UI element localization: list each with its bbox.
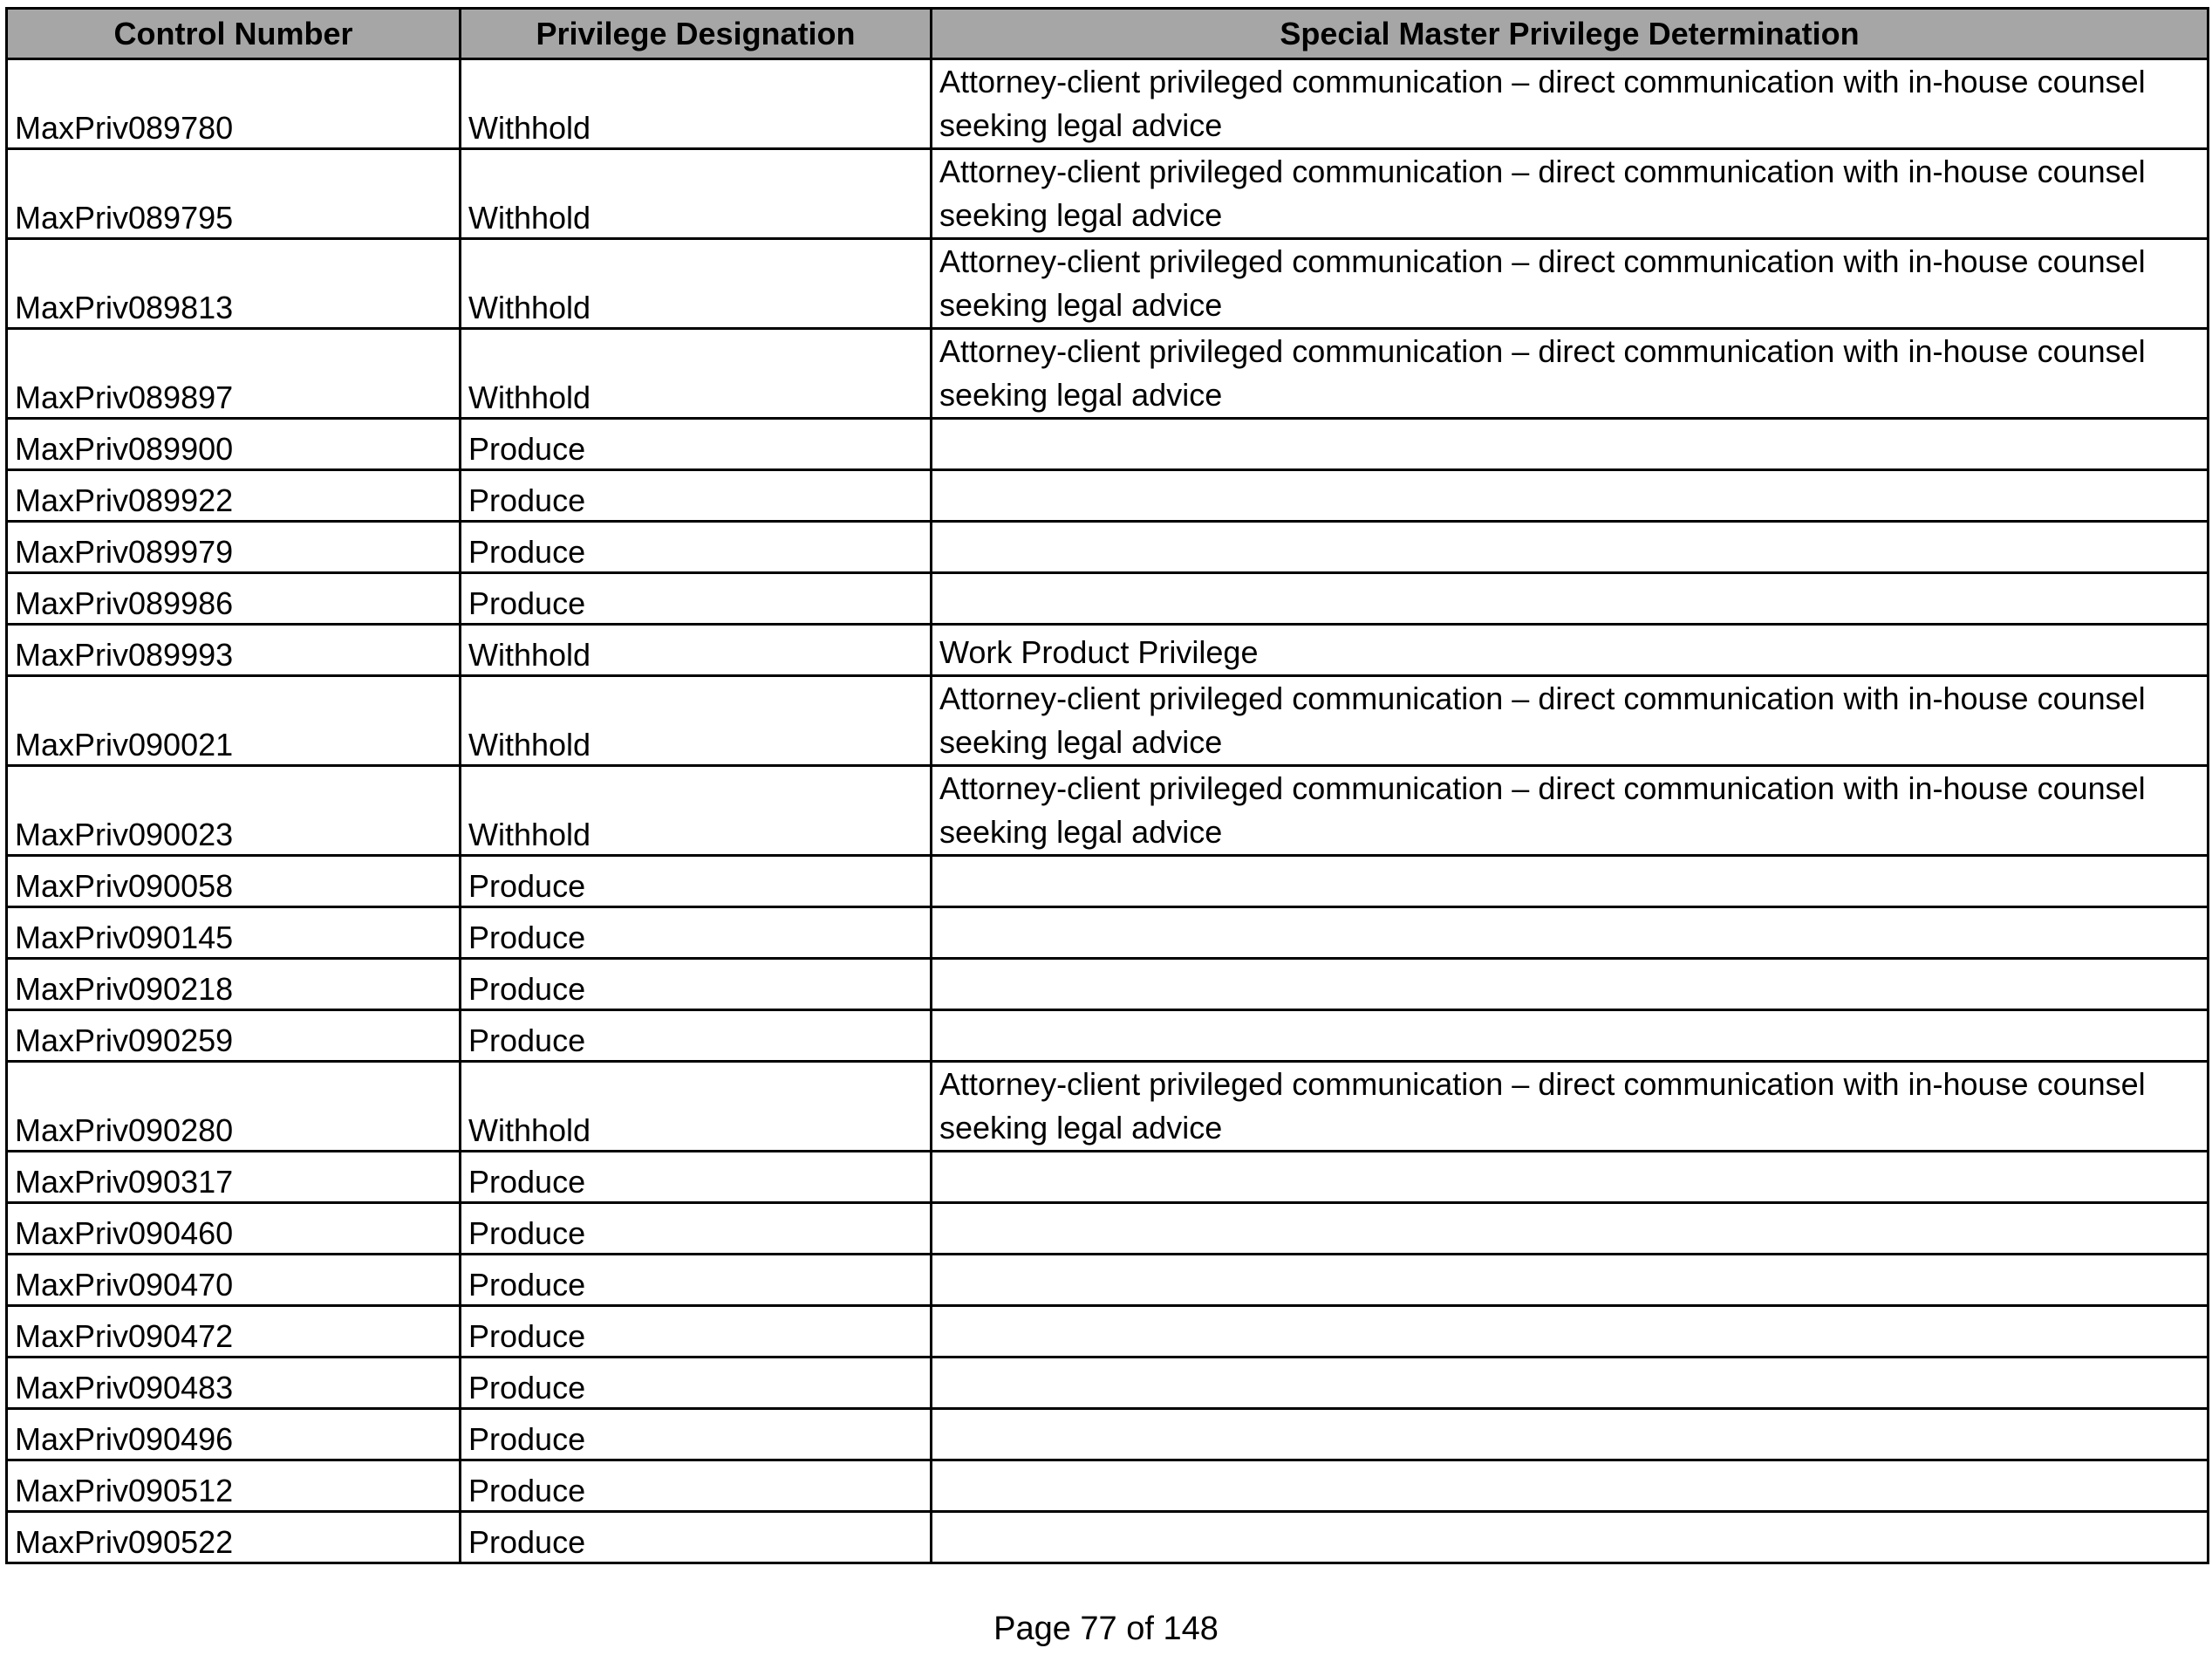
table-row bbox=[7, 329, 2209, 419]
determination-cell: Work Product Privilege bbox=[932, 625, 2209, 676]
control-number-cell: MaxPriv090483 bbox=[7, 1358, 461, 1409]
determination-cell: Attorney-client privileged communication – direct communication with in-house counsel seeking legal advice bbox=[932, 1062, 2209, 1152]
designation-cell: Produce bbox=[461, 856, 932, 907]
determination-cell bbox=[932, 1010, 2209, 1062]
determination-cell bbox=[932, 1152, 2209, 1203]
determination-cell bbox=[932, 1306, 2209, 1358]
table-row bbox=[7, 959, 2209, 1010]
table-row bbox=[7, 1409, 2209, 1460]
determination-cell: Attorney-client privileged communication – direct communication with in-house counsel seeking legal advice bbox=[932, 59, 2209, 149]
control-number-cell: MaxPriv090496 bbox=[7, 1409, 461, 1460]
table-row bbox=[7, 149, 2209, 239]
table-row bbox=[7, 907, 2209, 959]
header-special-master-determination: Special Master Privilege Determination bbox=[932, 9, 2209, 59]
designation-cell: Withhold bbox=[461, 676, 932, 766]
designation-cell: Withhold bbox=[461, 625, 932, 676]
determination-cell: Attorney-client privileged communication – direct communication with in-house counsel seeking legal advice bbox=[932, 676, 2209, 766]
control-number-cell: MaxPriv090512 bbox=[7, 1460, 461, 1512]
table-row bbox=[7, 1460, 2209, 1512]
determination-cell bbox=[932, 959, 2209, 1010]
control-number-cell: MaxPriv090460 bbox=[7, 1203, 461, 1255]
control-number-cell: MaxPriv090023 bbox=[7, 766, 461, 856]
table-row bbox=[7, 1152, 2209, 1203]
determination-cell bbox=[932, 1358, 2209, 1409]
designation-cell: Produce bbox=[461, 573, 932, 625]
determination-cell bbox=[932, 1203, 2209, 1255]
designation-cell: Withhold bbox=[461, 59, 932, 149]
table-header bbox=[7, 9, 2209, 59]
table-row bbox=[7, 676, 2209, 766]
determination-cell bbox=[932, 1255, 2209, 1306]
control-number-cell: MaxPriv090470 bbox=[7, 1255, 461, 1306]
control-number-cell: MaxPriv089979 bbox=[7, 522, 461, 573]
designation-cell: Produce bbox=[461, 1306, 932, 1358]
table-row bbox=[7, 1010, 2209, 1062]
table-row bbox=[7, 1255, 2209, 1306]
control-number-cell: MaxPriv089900 bbox=[7, 419, 461, 470]
designation-cell: Withhold bbox=[461, 239, 932, 329]
table-row bbox=[7, 1062, 2209, 1152]
header-row bbox=[7, 9, 2209, 59]
table-row bbox=[7, 1358, 2209, 1409]
determination-cell bbox=[932, 1512, 2209, 1563]
determination-cell bbox=[932, 1409, 2209, 1460]
control-number-cell: MaxPriv090317 bbox=[7, 1152, 461, 1203]
designation-cell: Produce bbox=[461, 1010, 932, 1062]
designation-cell: Produce bbox=[461, 470, 932, 522]
table-row bbox=[7, 766, 2209, 856]
determination-cell bbox=[932, 419, 2209, 470]
determination-cell bbox=[932, 522, 2209, 573]
designation-cell: Produce bbox=[461, 1512, 932, 1563]
control-number-cell: MaxPriv090472 bbox=[7, 1306, 461, 1358]
table-row bbox=[7, 1306, 2209, 1358]
control-number-cell: MaxPriv089813 bbox=[7, 239, 461, 329]
table-row bbox=[7, 522, 2209, 573]
table-row bbox=[7, 419, 2209, 470]
header-privilege-designation: Privilege Designation bbox=[461, 9, 932, 59]
control-number-cell: MaxPriv089795 bbox=[7, 149, 461, 239]
designation-cell: Withhold bbox=[461, 329, 932, 419]
table-row bbox=[7, 470, 2209, 522]
determination-cell: Attorney-client privileged communication – direct communication with in-house counsel seeking legal advice bbox=[932, 239, 2209, 329]
designation-cell: Produce bbox=[461, 1460, 932, 1512]
control-number-cell: MaxPriv090145 bbox=[7, 907, 461, 959]
table-row bbox=[7, 1512, 2209, 1563]
designation-cell: Produce bbox=[461, 522, 932, 573]
designation-cell: Withhold bbox=[461, 149, 932, 239]
control-number-cell: MaxPriv090522 bbox=[7, 1512, 461, 1563]
determination-cell bbox=[932, 470, 2209, 522]
designation-cell: Withhold bbox=[461, 766, 932, 856]
designation-cell: Produce bbox=[461, 1152, 932, 1203]
designation-cell: Produce bbox=[461, 1409, 932, 1460]
determination-cell bbox=[932, 573, 2209, 625]
designation-cell: Produce bbox=[461, 959, 932, 1010]
table-row bbox=[7, 625, 2209, 676]
determination-cell bbox=[932, 907, 2209, 959]
determination-cell: Attorney-client privileged communication – direct communication with in-house counsel seeking legal advice bbox=[932, 766, 2209, 856]
control-number-cell: MaxPriv090259 bbox=[7, 1010, 461, 1062]
designation-cell: Produce bbox=[461, 1255, 932, 1306]
control-number-cell: MaxPriv089780 bbox=[7, 59, 461, 149]
control-number-cell: MaxPriv090218 bbox=[7, 959, 461, 1010]
determination-cell: Attorney-client privileged communication – direct communication with in-house counsel seeking legal advice bbox=[932, 149, 2209, 239]
table-row bbox=[7, 239, 2209, 329]
control-number-cell: MaxPriv090021 bbox=[7, 676, 461, 766]
designation-cell: Produce bbox=[461, 419, 932, 470]
designation-cell: Produce bbox=[461, 907, 932, 959]
control-number-cell: MaxPriv089986 bbox=[7, 573, 461, 625]
table-row bbox=[7, 856, 2209, 907]
designation-cell: Withhold bbox=[461, 1062, 932, 1152]
table-row bbox=[7, 573, 2209, 625]
page-number: Page 77 of 148 bbox=[993, 1611, 1219, 1647]
control-number-cell: MaxPriv089993 bbox=[7, 625, 461, 676]
control-number-cell: MaxPriv089897 bbox=[7, 329, 461, 419]
determination-cell bbox=[932, 1460, 2209, 1512]
designation-cell: Produce bbox=[461, 1203, 932, 1255]
table-body bbox=[7, 59, 2209, 1563]
table-row bbox=[7, 1203, 2209, 1255]
control-number-cell: MaxPriv090280 bbox=[7, 1062, 461, 1152]
table-row bbox=[7, 59, 2209, 149]
header-control-number: Control Number bbox=[7, 9, 461, 59]
determination-cell: Attorney-client privileged communication – direct communication with in-house counsel seeking legal advice bbox=[932, 329, 2209, 419]
control-number-cell: MaxPriv090058 bbox=[7, 856, 461, 907]
designation-cell: Produce bbox=[461, 1358, 932, 1409]
determination-cell bbox=[932, 856, 2209, 907]
control-number-cell: MaxPriv089922 bbox=[7, 470, 461, 522]
privilege-log-table bbox=[5, 7, 2209, 1564]
